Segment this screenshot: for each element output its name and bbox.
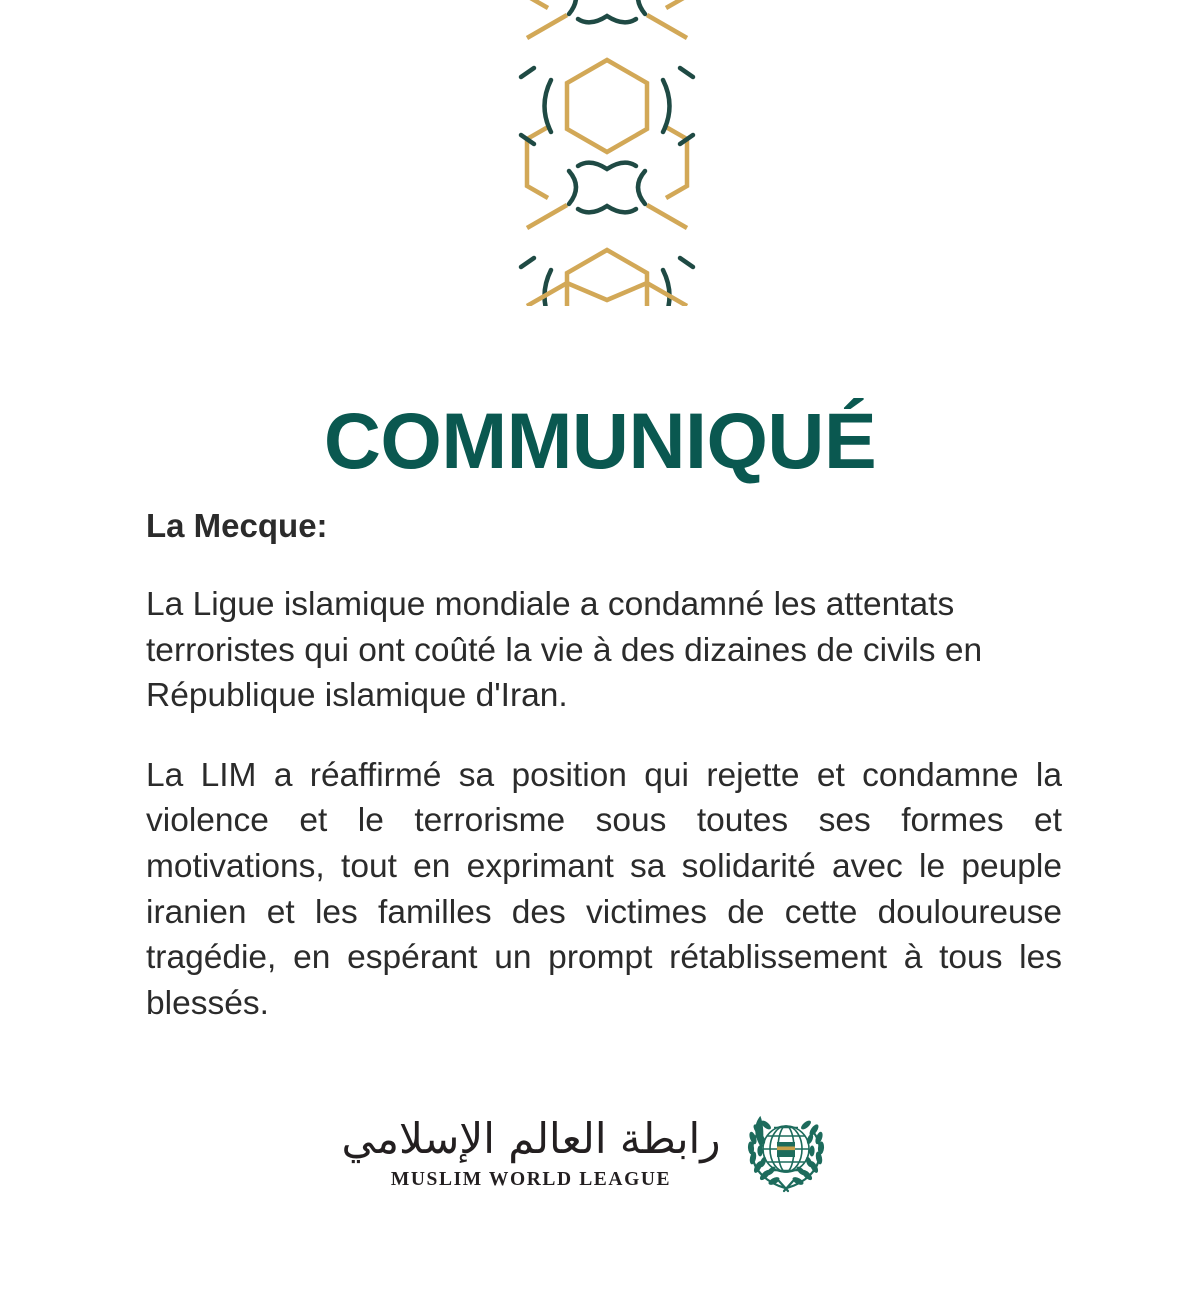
communique-body: [146, 505, 1062, 1060]
ornamental-pattern-band: [0, 0, 1200, 306]
geometric-pattern-svg: [0, 0, 1200, 306]
dateline: La Mecque:: [146, 507, 328, 544]
logo-lockup: [342, 1105, 835, 1201]
globe-laurel-kaaba-icon: [738, 1105, 834, 1201]
paragraph-2: La LIM a réaffirmé sa position qui rejette et condamne la violence et le terrorisme sous toutes ses formes et motivations, tout en exprimant sa solidarité avec le peuple iranien et les familles des victimes de cette douloureuse tragédie, en espérant un prompt rétablissement à tous les blessés.: [146, 756, 1062, 1022]
footer-logo: [0, 1105, 1200, 1201]
emblem-svg: [738, 1105, 834, 1201]
arabic-wordmark: رابطة العالم الإسلامي: [341, 1113, 721, 1163]
wordmark: [342, 1115, 721, 1191]
latin-wordmark: MUSLIM WORLD LEAGUE: [390, 1169, 672, 1191]
paragraph-1: La Ligue islamique mondiale a condamné les attentats terroristes qui ont coûté la vie à des dizaines de civils en République islamique d'Iran.: [146, 586, 983, 715]
page-title: COMMUNIQUÉ: [323, 395, 877, 485]
